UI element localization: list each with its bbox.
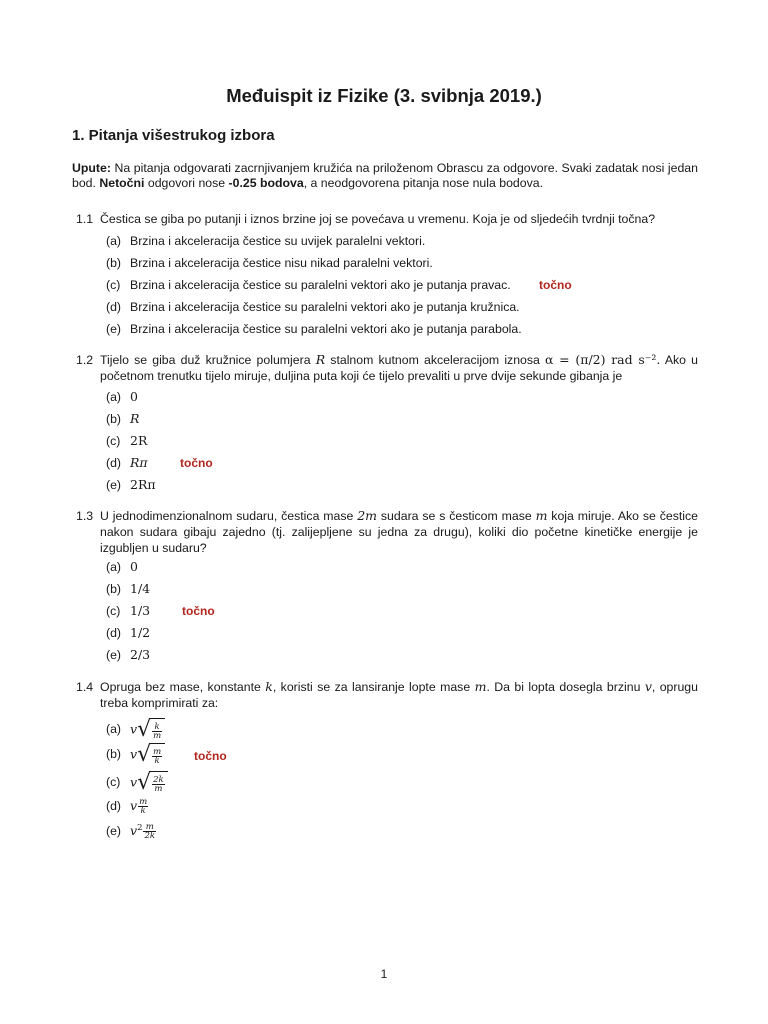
- option-text: 1/4: [130, 581, 151, 596]
- option-label: (d): [106, 300, 122, 314]
- option-label: (c): [106, 604, 121, 618]
- instructions: [72, 161, 698, 191]
- question-1-3: [76, 508, 698, 556]
- instructions-bold-points: -0.25 bodova: [228, 176, 304, 190]
- variable-k: k: [265, 679, 273, 694]
- question-text: Čestica se giba po putanji i iznos brzine joj se povećava u vremenu. Koja je od sljedećih tvrdnji točna?: [100, 212, 656, 226]
- option-label: (e): [106, 322, 122, 336]
- option-1-2-c: [106, 432, 147, 450]
- option-1-4-a: [106, 718, 165, 740]
- option-text: 1/3: [130, 603, 151, 618]
- question-text: Tijelo se giba duž kružnice polumjera: [100, 353, 316, 367]
- sqrt-body: [150, 718, 165, 742]
- option-label: (d): [106, 799, 122, 813]
- option-text: 2/3: [130, 647, 151, 662]
- instructions-text: odgovori nose: [144, 176, 229, 190]
- exponent: 2: [137, 823, 143, 833]
- variable-2m: 2m: [357, 508, 378, 523]
- option-1-2-a: [106, 388, 138, 406]
- option-1-4-c: [106, 771, 168, 793]
- sqrt-symbol: √: [137, 717, 152, 742]
- option-1-2-e: [106, 476, 156, 494]
- option-var-v: v: [130, 721, 138, 737]
- option-var-v: v: [130, 774, 138, 790]
- option-label: (d): [106, 626, 122, 640]
- variable-m: m: [535, 508, 548, 523]
- question-text: Opruga bez mase, konstante: [100, 680, 266, 694]
- question-text: Ako u početnom trenutku tijelo miruje, duljina puta koji će tijelo prevaliti u prve dvije sekunde gibanja je: [100, 353, 699, 383]
- option-label: (c): [106, 278, 121, 292]
- option-label: (a): [106, 722, 122, 737]
- question-1-2: [76, 352, 698, 384]
- option-label: (b): [106, 582, 122, 596]
- denominator: 2k: [144, 831, 156, 842]
- question-text: , koristi se za lansiranje lopte mase: [272, 680, 475, 694]
- option-var-v: v: [130, 798, 138, 813]
- instructions-text: , a neodgovorena pitanja nose nula bodova.: [303, 176, 544, 190]
- sqrt-body: [150, 771, 168, 795]
- option-label: (b): [106, 256, 122, 270]
- option-1-1-e: [106, 320, 522, 338]
- option-1-1-b: [106, 254, 433, 272]
- sqrt-symbol: √: [137, 742, 152, 767]
- option-text: Brzina i akceleracija čestice su paralelni vektori ako je putanja pravac.: [130, 278, 511, 292]
- option-1-1-a: [106, 232, 425, 250]
- correct-answer-mark: točno: [180, 456, 213, 470]
- option-var-v: v: [130, 746, 138, 762]
- option-text: R: [130, 411, 140, 426]
- option-text: 0: [130, 389, 138, 404]
- question-number: 1.4: [76, 680, 94, 694]
- option-1-1-d: [106, 298, 520, 316]
- option-1-3-c: [106, 602, 256, 620]
- question-1-1: [76, 211, 698, 227]
- numerator: 2k: [153, 775, 164, 786]
- question-text: koja miruje. Ako se čestice nakon sudara gibaju zajedno (tj. zalijepljene su jedna za drugu), koliki dio početne kinetičke energije je izgubljen u sudaru?: [100, 509, 699, 555]
- option-text: Brzina i akceleracija čestice nisu nikad paralelni vektori.: [130, 256, 433, 270]
- variable-m: m: [474, 679, 487, 694]
- option-text: 2R: [130, 433, 148, 448]
- page-number: 1: [380, 967, 388, 981]
- option-label: (d): [106, 456, 122, 470]
- fraction: [138, 798, 148, 815]
- option-1-1-c: [106, 276, 586, 294]
- question-1-4: [76, 679, 698, 711]
- fraction: [143, 823, 156, 840]
- option-label: (e): [106, 824, 122, 839]
- numerator: k: [152, 723, 162, 732]
- option-label: (c): [106, 434, 121, 448]
- denominator: m: [153, 731, 162, 742]
- sqrt-body: [150, 743, 165, 767]
- option-text: 1/2: [130, 625, 151, 640]
- option-text: Brzina i akceleracija čestice su uvijek paralelni vektori.: [130, 234, 426, 248]
- option-label: (c): [106, 775, 121, 790]
- sqrt-symbol: √: [137, 770, 152, 795]
- fraction: [152, 723, 162, 740]
- question-number: 1.3: [76, 509, 94, 523]
- denominator: k: [154, 756, 160, 767]
- option-1-4-e: [106, 818, 157, 842]
- instructions-label: Upute:: [72, 161, 111, 175]
- option-text: Brzina i akceleracija čestice su paralelni vektori ako je putanja parabola.: [130, 322, 522, 336]
- page-title: Međuispit iz Fizike (3. svibnja 2019.): [226, 85, 542, 106]
- section-heading: 1. Pitanja višestrukog izbora: [72, 127, 275, 144]
- question-number: 1.2: [76, 353, 94, 367]
- option-label: (a): [106, 234, 122, 248]
- option-text: Brzina i akceleracija čestice su paralelni vektori ako je putanja kružnica.: [130, 300, 520, 314]
- correct-answer-mark: točno: [194, 749, 227, 763]
- question-text: U jednodimenzionalnom sudaru, čestica mase: [100, 509, 358, 523]
- option-text: Rπ: [130, 455, 148, 470]
- question-text: . Da bi lopta dosegla brzinu: [486, 680, 645, 694]
- numerator: m: [139, 797, 148, 808]
- option-1-3-b: [106, 580, 150, 598]
- numerator: m: [143, 823, 156, 832]
- option-1-3-d: [106, 624, 150, 642]
- option-1-4-b: [106, 743, 256, 765]
- option-1-2-b: [106, 410, 139, 428]
- option-1-3-e: [106, 646, 150, 664]
- option-label: (e): [106, 648, 122, 662]
- fraction: [152, 748, 162, 765]
- instructions-bold-incorrect: Netočni: [99, 176, 145, 190]
- option-label: (b): [106, 747, 122, 762]
- fraction: [152, 776, 165, 793]
- option-label: (b): [106, 412, 122, 426]
- option-label: (a): [106, 560, 122, 574]
- question-number: 1.1: [76, 212, 94, 226]
- denominator: k: [140, 806, 146, 817]
- option-var-v: v: [130, 823, 138, 839]
- option-text: 0: [130, 559, 138, 574]
- option-label: (e): [106, 478, 122, 492]
- variable-v: v: [644, 679, 652, 694]
- option-1-3-a: [106, 558, 138, 576]
- question-text: sudara se s česticom mase: [377, 509, 536, 523]
- option-text: 2Rπ: [130, 477, 156, 492]
- question-text: stalnom kutnom akceleracijom iznosa: [325, 353, 546, 367]
- denominator: m: [154, 784, 163, 795]
- instructions-text: Na pitanja odgovarati zacrnjivanjem kružića na priloženom Obrascu za odgovore. Svaki zadatak nosi jedan bod.: [72, 161, 698, 190]
- option-1-4-d: [106, 796, 149, 816]
- alpha-expression: α = (π/2) rad s⁻².: [545, 352, 661, 367]
- correct-answer-mark: točno: [539, 278, 572, 292]
- option-1-2-d: [106, 454, 256, 472]
- correct-answer-mark: točno: [182, 604, 215, 618]
- numerator: m: [153, 747, 162, 758]
- option-label: (a): [106, 390, 122, 404]
- question-text: , oprugu treba komprimirati za:: [100, 680, 698, 710]
- variable-R: R: [315, 352, 326, 367]
